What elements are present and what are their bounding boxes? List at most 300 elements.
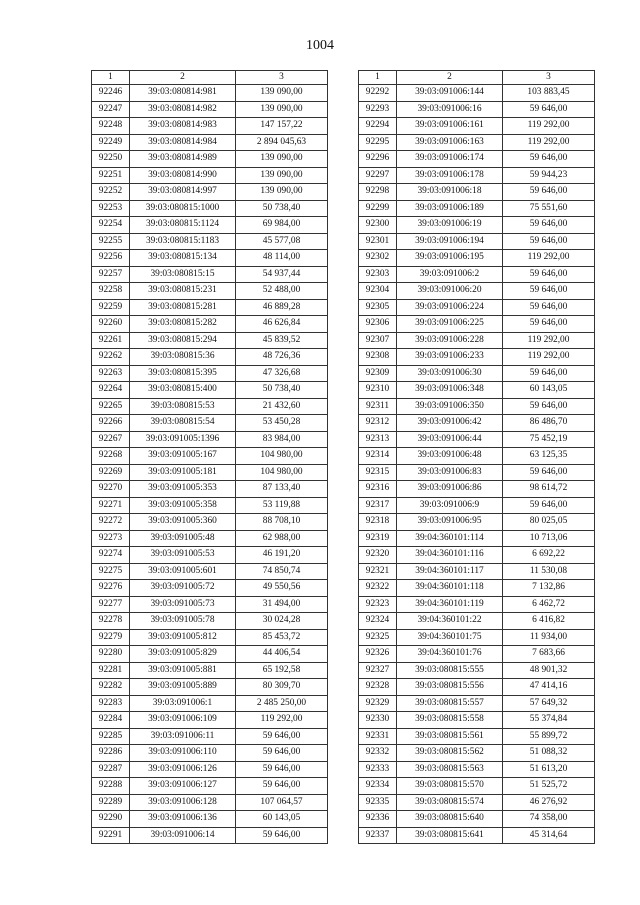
- row-number-cell: 92303: [359, 266, 397, 283]
- row-number-cell: 92336: [359, 811, 397, 828]
- value-cell: 60 143,05: [503, 382, 595, 399]
- table-row: [92, 398, 328, 415]
- cadastral-number-cell: 39:04:360101:75: [397, 629, 503, 646]
- table-row: [359, 497, 595, 514]
- row-number-cell: 92310: [359, 382, 397, 399]
- row-number-cell: 92288: [92, 778, 130, 795]
- table-row: [92, 217, 328, 234]
- cadastral-number-cell: 39:03:091005:881: [130, 662, 236, 679]
- table-row: [92, 200, 328, 217]
- row-number-cell: 92280: [92, 646, 130, 663]
- table-row: [92, 662, 328, 679]
- row-number-cell: 92299: [359, 200, 397, 217]
- row-number-cell: 92279: [92, 629, 130, 646]
- table-row: [92, 563, 328, 580]
- value-cell: 59 944,23: [503, 167, 595, 184]
- value-cell: 119 292,00: [503, 134, 595, 151]
- row-number-cell: 92311: [359, 398, 397, 415]
- cadastral-number-cell: 39:03:091006:86: [397, 481, 503, 498]
- table-row: [359, 134, 595, 151]
- cadastral-number-cell: 39:03:091005:353: [130, 481, 236, 498]
- row-number-cell: 92283: [92, 695, 130, 712]
- row-number-cell: 92287: [92, 761, 130, 778]
- value-cell: 48 901,32: [503, 662, 595, 679]
- row-number-cell: 92316: [359, 481, 397, 498]
- table-row: [92, 728, 328, 745]
- value-cell: 103 883,45: [503, 85, 595, 102]
- cadastral-number-cell: 39:03:091006:20: [397, 283, 503, 300]
- row-number-cell: 92319: [359, 530, 397, 547]
- table-row: [92, 794, 328, 811]
- table-row: [359, 761, 595, 778]
- table-row: [92, 134, 328, 151]
- row-number-cell: 92249: [92, 134, 130, 151]
- cadastral-number-cell: 39:03:091005:812: [130, 629, 236, 646]
- cadastral-number-cell: 39:03:080815:563: [397, 761, 503, 778]
- cadastral-number-cell: 39:03:080815:281: [130, 299, 236, 316]
- cadastral-number-cell: 39:04:360101:22: [397, 613, 503, 630]
- cadastral-number-cell: 39:03:091006:2: [397, 266, 503, 283]
- cadastral-number-cell: 39:03:091006:174: [397, 151, 503, 168]
- value-cell: 80 025,05: [503, 514, 595, 531]
- row-number-cell: 92334: [359, 778, 397, 795]
- value-cell: 80 309,70: [236, 679, 328, 696]
- value-cell: 7 132,86: [503, 580, 595, 597]
- value-cell: 6 462,72: [503, 596, 595, 613]
- value-cell: 65 192,58: [236, 662, 328, 679]
- table-row: [359, 646, 595, 663]
- table-row: [92, 629, 328, 646]
- row-number-cell: 92262: [92, 349, 130, 366]
- cadastral-number-cell: 39:03:091005:167: [130, 448, 236, 465]
- row-number-cell: 92328: [359, 679, 397, 696]
- value-cell: 52 488,00: [236, 283, 328, 300]
- row-number-cell: 92298: [359, 184, 397, 201]
- row-number-cell: 92281: [92, 662, 130, 679]
- table-row: [92, 415, 328, 432]
- cadastral-number-cell: 39:03:091006:11: [130, 728, 236, 745]
- right-table-body: [359, 85, 595, 844]
- value-cell: 59 646,00: [236, 778, 328, 795]
- cadastral-number-cell: 39:03:091005:1396: [130, 431, 236, 448]
- cadastral-number-cell: 39:03:091006:224: [397, 299, 503, 316]
- row-number-cell: 92296: [359, 151, 397, 168]
- value-cell: 49 550,56: [236, 580, 328, 597]
- table-row: [359, 85, 595, 102]
- cadastral-number-cell: 39:03:080815:395: [130, 365, 236, 382]
- cadastral-number-cell: 39:04:360101:116: [397, 547, 503, 564]
- table-row: [359, 299, 595, 316]
- cadastral-number-cell: 39:03:091006:163: [397, 134, 503, 151]
- row-number-cell: 92282: [92, 679, 130, 696]
- cadastral-number-cell: 39:03:080814:981: [130, 85, 236, 102]
- row-number-cell: 92286: [92, 745, 130, 762]
- value-cell: 86 486,70: [503, 415, 595, 432]
- row-number-cell: 92300: [359, 217, 397, 234]
- cadastral-number-cell: 39:04:360101:76: [397, 646, 503, 663]
- value-cell: 45 839,52: [236, 332, 328, 349]
- cadastral-number-cell: 39:04:360101:118: [397, 580, 503, 597]
- column-header: 2: [397, 71, 503, 85]
- value-cell: 47 414,16: [503, 679, 595, 696]
- value-cell: 2 894 045,63: [236, 134, 328, 151]
- cadastral-number-cell: 39:03:080815:134: [130, 250, 236, 267]
- value-cell: 6 416,82: [503, 613, 595, 630]
- value-cell: 31 494,00: [236, 596, 328, 613]
- value-cell: 83 984,00: [236, 431, 328, 448]
- row-number-cell: 92330: [359, 712, 397, 729]
- value-cell: 11 530,08: [503, 563, 595, 580]
- value-cell: 51 088,32: [503, 745, 595, 762]
- cadastral-number-cell: 39:03:091006:128: [130, 794, 236, 811]
- value-cell: 2 485 250,00: [236, 695, 328, 712]
- value-cell: 46 276,92: [503, 794, 595, 811]
- value-cell: 104 980,00: [236, 448, 328, 465]
- value-cell: 107 064,57: [236, 794, 328, 811]
- table-header-row: [359, 71, 595, 85]
- cadastral-number-cell: 39:03:091006:189: [397, 200, 503, 217]
- table-row: [92, 745, 328, 762]
- row-number-cell: 92277: [92, 596, 130, 613]
- table-row: [92, 266, 328, 283]
- table-row: [359, 613, 595, 630]
- row-number-cell: 92267: [92, 431, 130, 448]
- table-row: [359, 481, 595, 498]
- table-row: [92, 530, 328, 547]
- value-cell: 59 646,00: [503, 266, 595, 283]
- cadastral-number-cell: 39:03:091006:95: [397, 514, 503, 531]
- row-number-cell: 92270: [92, 481, 130, 498]
- table-row: [92, 464, 328, 481]
- table-row: [359, 811, 595, 828]
- table-row: [359, 151, 595, 168]
- row-number-cell: 92263: [92, 365, 130, 382]
- row-number-cell: 92335: [359, 794, 397, 811]
- value-cell: 119 292,00: [503, 349, 595, 366]
- cadastral-number-cell: 39:03:091006:1: [130, 695, 236, 712]
- row-number-cell: 92321: [359, 563, 397, 580]
- value-cell: 59 646,00: [503, 184, 595, 201]
- value-cell: 30 024,28: [236, 613, 328, 630]
- table-row: [359, 184, 595, 201]
- table-row: [92, 712, 328, 729]
- row-number-cell: 92255: [92, 233, 130, 250]
- table-row: [92, 481, 328, 498]
- row-number-cell: 92258: [92, 283, 130, 300]
- cadastral-number-cell: 39:03:080814:997: [130, 184, 236, 201]
- row-number-cell: 92313: [359, 431, 397, 448]
- value-cell: 48 726,36: [236, 349, 328, 366]
- row-number-cell: 92246: [92, 85, 130, 102]
- value-cell: 54 937,44: [236, 266, 328, 283]
- value-cell: 63 125,35: [503, 448, 595, 465]
- cadastral-number-cell: 39:03:080815:400: [130, 382, 236, 399]
- table-row: [92, 101, 328, 118]
- table-row: [359, 382, 595, 399]
- row-number-cell: 92315: [359, 464, 397, 481]
- row-number-cell: 92318: [359, 514, 397, 531]
- row-number-cell: 92304: [359, 283, 397, 300]
- row-number-cell: 92252: [92, 184, 130, 201]
- row-number-cell: 92333: [359, 761, 397, 778]
- cadastral-number-cell: 39:04:360101:114: [397, 530, 503, 547]
- value-cell: 44 406,54: [236, 646, 328, 663]
- value-cell: 59 646,00: [503, 217, 595, 234]
- cadastral-number-cell: 39:03:091006:42: [397, 415, 503, 432]
- table-row: [359, 629, 595, 646]
- cadastral-number-cell: 39:03:080815:641: [397, 827, 503, 844]
- row-number-cell: 92332: [359, 745, 397, 762]
- row-number-cell: 92284: [92, 712, 130, 729]
- table-row: [359, 563, 595, 580]
- table-row: [359, 712, 595, 729]
- value-cell: 85 453,72: [236, 629, 328, 646]
- column-header: 3: [503, 71, 595, 85]
- cadastral-number-cell: 39:03:080815:557: [397, 695, 503, 712]
- table-row: [359, 514, 595, 531]
- value-cell: 46 626,84: [236, 316, 328, 333]
- row-number-cell: 92297: [359, 167, 397, 184]
- cadastral-number-cell: 39:03:080815:294: [130, 332, 236, 349]
- table-row: [92, 167, 328, 184]
- table-row: [359, 547, 595, 564]
- row-number-cell: 92276: [92, 580, 130, 597]
- value-cell: 59 646,00: [503, 316, 595, 333]
- cadastral-number-cell: 39:03:091006:350: [397, 398, 503, 415]
- cadastral-number-cell: 39:03:080815:54: [130, 415, 236, 432]
- value-cell: 59 646,00: [236, 728, 328, 745]
- row-number-cell: 92251: [92, 167, 130, 184]
- table-row: [359, 167, 595, 184]
- value-cell: 57 649,32: [503, 695, 595, 712]
- value-cell: 10 713,06: [503, 530, 595, 547]
- cadastral-number-cell: 39:03:091006:126: [130, 761, 236, 778]
- row-number-cell: 92248: [92, 118, 130, 135]
- table-row: [92, 827, 328, 844]
- row-number-cell: 92293: [359, 101, 397, 118]
- cadastral-number-cell: 39:03:080815:231: [130, 283, 236, 300]
- value-cell: 47 326,68: [236, 365, 328, 382]
- value-cell: 55 374,84: [503, 712, 595, 729]
- cadastral-number-cell: 39:04:360101:119: [397, 596, 503, 613]
- value-cell: 87 133,40: [236, 481, 328, 498]
- row-number-cell: 92275: [92, 563, 130, 580]
- table-row: [92, 118, 328, 135]
- cadastral-number-cell: 39:03:080815:36: [130, 349, 236, 366]
- left-table-body: [92, 85, 328, 844]
- table-row: [92, 448, 328, 465]
- table-header-row: [92, 71, 328, 85]
- cadastral-number-cell: 39:03:080815:1000: [130, 200, 236, 217]
- row-number-cell: 92256: [92, 250, 130, 267]
- row-number-cell: 92323: [359, 596, 397, 613]
- row-number-cell: 92322: [359, 580, 397, 597]
- table-row: [359, 266, 595, 283]
- table-row: [92, 613, 328, 630]
- cadastral-number-cell: 39:04:360101:117: [397, 563, 503, 580]
- cadastral-number-cell: 39:03:080814:990: [130, 167, 236, 184]
- cadastral-number-cell: 39:03:080815:558: [397, 712, 503, 729]
- cadastral-number-cell: 39:03:080814:982: [130, 101, 236, 118]
- column-header: 1: [92, 71, 130, 85]
- cadastral-number-cell: 39:03:091005:72: [130, 580, 236, 597]
- row-number-cell: 92294: [359, 118, 397, 135]
- row-number-cell: 92326: [359, 646, 397, 663]
- value-cell: 119 292,00: [503, 118, 595, 135]
- page-number: 1004: [306, 38, 334, 53]
- cadastral-number-cell: 39:03:091006:44: [397, 431, 503, 448]
- table-row: [359, 679, 595, 696]
- value-cell: 104 980,00: [236, 464, 328, 481]
- table-row: [92, 151, 328, 168]
- row-number-cell: 92254: [92, 217, 130, 234]
- table-row: [92, 580, 328, 597]
- row-number-cell: 92259: [92, 299, 130, 316]
- row-number-cell: 92257: [92, 266, 130, 283]
- value-cell: 88 708,10: [236, 514, 328, 531]
- value-cell: 74 358,00: [503, 811, 595, 828]
- cadastral-number-cell: 39:03:080815:1183: [130, 233, 236, 250]
- table-row: [359, 464, 595, 481]
- row-number-cell: 92268: [92, 448, 130, 465]
- row-number-cell: 92312: [359, 415, 397, 432]
- cadastral-number-cell: 39:03:091005:829: [130, 646, 236, 663]
- value-cell: 59 646,00: [503, 283, 595, 300]
- table-row: [359, 431, 595, 448]
- value-cell: 59 646,00: [503, 497, 595, 514]
- row-number-cell: 92314: [359, 448, 397, 465]
- column-header: 3: [236, 71, 328, 85]
- cadastral-number-cell: 39:03:080815:282: [130, 316, 236, 333]
- table-row: [359, 349, 595, 366]
- row-number-cell: 92265: [92, 398, 130, 415]
- value-cell: 7 683,66: [503, 646, 595, 663]
- table-row: [359, 415, 595, 432]
- value-cell: 119 292,00: [236, 712, 328, 729]
- row-number-cell: 92308: [359, 349, 397, 366]
- row-number-cell: 92327: [359, 662, 397, 679]
- table-row: [359, 101, 595, 118]
- cadastral-number-cell: 39:03:091005:181: [130, 464, 236, 481]
- cadastral-number-cell: 39:03:091005:889: [130, 679, 236, 696]
- cadastral-number-cell: 39:03:091006:14: [130, 827, 236, 844]
- table-row: [359, 530, 595, 547]
- cadastral-number-cell: 39:03:091006:30: [397, 365, 503, 382]
- cadastral-number-cell: 39:03:091005:48: [130, 530, 236, 547]
- cadastral-number-cell: 39:03:091005:360: [130, 514, 236, 531]
- value-cell: 69 984,00: [236, 217, 328, 234]
- value-cell: 59 646,00: [236, 827, 328, 844]
- table-row: [359, 118, 595, 135]
- row-number-cell: 92305: [359, 299, 397, 316]
- value-cell: 59 646,00: [503, 151, 595, 168]
- row-number-cell: 92285: [92, 728, 130, 745]
- value-cell: 50 738,40: [236, 200, 328, 217]
- value-cell: 46 191,20: [236, 547, 328, 564]
- table-row: [359, 283, 595, 300]
- cadastral-number-cell: 39:03:091006:178: [397, 167, 503, 184]
- table-row: [359, 794, 595, 811]
- value-cell: 75 452,19: [503, 431, 595, 448]
- table-row: [359, 217, 595, 234]
- value-cell: 51 525,72: [503, 778, 595, 795]
- value-cell: 45 314,64: [503, 827, 595, 844]
- row-number-cell: 92266: [92, 415, 130, 432]
- table-row: [92, 679, 328, 696]
- value-cell: 59 646,00: [503, 365, 595, 382]
- column-header: 2: [130, 71, 236, 85]
- value-cell: 48 114,00: [236, 250, 328, 267]
- row-number-cell: 92337: [359, 827, 397, 844]
- cadastral-number-cell: 39:03:091005:73: [130, 596, 236, 613]
- value-cell: 55 899,72: [503, 728, 595, 745]
- value-cell: 53 450,28: [236, 415, 328, 432]
- table-row: [92, 596, 328, 613]
- row-number-cell: 92309: [359, 365, 397, 382]
- table-row: [92, 250, 328, 267]
- value-cell: 139 090,00: [236, 167, 328, 184]
- cadastral-number-cell: 39:03:080815:555: [397, 662, 503, 679]
- table-row: [359, 398, 595, 415]
- cadastral-number-cell: 39:03:091006:19: [397, 217, 503, 234]
- value-cell: 59 646,00: [236, 761, 328, 778]
- cadastral-number-cell: 39:03:091006:9: [397, 497, 503, 514]
- table-row: [92, 761, 328, 778]
- row-number-cell: 92269: [92, 464, 130, 481]
- table-row: [359, 695, 595, 712]
- cadastral-number-cell: 39:03:080814:989: [130, 151, 236, 168]
- table-row: [92, 382, 328, 399]
- table-row: [92, 332, 328, 349]
- table-row: [359, 827, 595, 844]
- row-number-cell: 92261: [92, 332, 130, 349]
- cadastral-number-cell: 39:03:091006:16: [397, 101, 503, 118]
- table-row: [359, 745, 595, 762]
- row-number-cell: 92271: [92, 497, 130, 514]
- cadastral-number-cell: 39:03:091006:348: [397, 382, 503, 399]
- row-number-cell: 92306: [359, 316, 397, 333]
- cadastral-number-cell: 39:03:091006:228: [397, 332, 503, 349]
- row-number-cell: 92289: [92, 794, 130, 811]
- row-number-cell: 92317: [359, 497, 397, 514]
- row-number-cell: 92320: [359, 547, 397, 564]
- row-number-cell: 92331: [359, 728, 397, 745]
- value-cell: 50 738,40: [236, 382, 328, 399]
- column-header: 1: [359, 71, 397, 85]
- table-row: [92, 349, 328, 366]
- table-row: [92, 316, 328, 333]
- table-row: [359, 662, 595, 679]
- cadastral-number-cell: 39:03:091006:194: [397, 233, 503, 250]
- table-row: [92, 283, 328, 300]
- cadastral-number-cell: 39:03:091006:225: [397, 316, 503, 333]
- cadastral-number-cell: 39:03:091006:110: [130, 745, 236, 762]
- right-table: [358, 70, 595, 844]
- value-cell: 75 551,60: [503, 200, 595, 217]
- table-row: [359, 778, 595, 795]
- value-cell: 59 646,00: [236, 745, 328, 762]
- cadastral-number-cell: 39:03:080815:562: [397, 745, 503, 762]
- value-cell: 147 157,22: [236, 118, 328, 135]
- cadastral-number-cell: 39:03:091006:48: [397, 448, 503, 465]
- table-row: [92, 646, 328, 663]
- value-cell: 59 646,00: [503, 101, 595, 118]
- cadastral-number-cell: 39:03:080815:570: [397, 778, 503, 795]
- row-number-cell: 92247: [92, 101, 130, 118]
- table-row: [92, 85, 328, 102]
- value-cell: 59 646,00: [503, 233, 595, 250]
- row-number-cell: 92329: [359, 695, 397, 712]
